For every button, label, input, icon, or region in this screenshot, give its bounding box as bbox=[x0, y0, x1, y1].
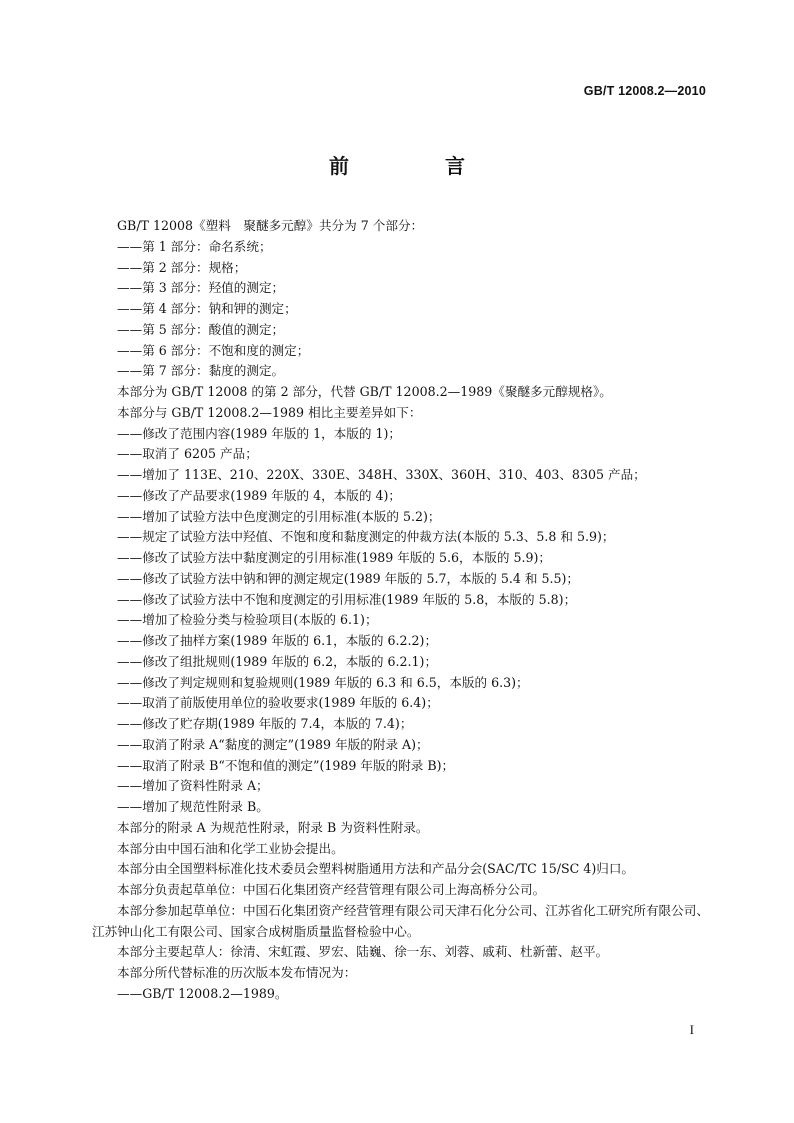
paragraph: ——第 2 部分：规格； bbox=[117, 259, 247, 275]
paragraph: ——修改了抽样方案(1989 年版的 6.1，本版的 6.2.2)； bbox=[117, 633, 438, 648]
paragraph: 本部分由中国石油和化学工业协会提出。 bbox=[117, 840, 344, 856]
paragraph: ——修改了试验方法中黏度测定的引用标准(1989 年版的 5.6，本版的 5.9)； bbox=[117, 550, 551, 565]
document-body bbox=[92, 216, 710, 1005]
standard-code: GB/T 12008.2—2010 bbox=[583, 84, 706, 98]
paragraph: ——增加了资料性附录 A； bbox=[117, 778, 269, 794]
paragraph: ——取消了前版使用单位的验收要求(1989 年版的 6.4)； bbox=[117, 695, 439, 711]
paragraph: 本部分的附录 A 为规范性附录，附录 B 为资料性附录。 bbox=[117, 819, 429, 835]
paragraph: ——增加了试验方法中色度测定的引用标准(本版的 5.2)； bbox=[117, 508, 441, 524]
paragraph: 本部分为 GB/T 12008 的第 2 部分，代替 GB/T 12008.2—1989《聚醚多元醇规格》。 bbox=[117, 384, 612, 399]
paragraph: ——取消了附录 A“黏度的测定”(1989 年版的附录 A)； bbox=[117, 736, 429, 752]
paragraph: ——修改了产品要求(1989 年版的 4，本版的 4)； bbox=[117, 487, 402, 503]
paragraph: ——修改了贮存期(1989 年版的 7.4，本版的 7.4)； bbox=[117, 716, 413, 731]
paragraph: ——第 3 部分：羟值的测定； bbox=[117, 280, 285, 296]
paragraph: 本部分负责起草单位：中国石化集团资产经营管理有限公司上海高桥分公司。 bbox=[117, 882, 546, 897]
paragraph: 本部分参加起草单位：中国石化集团资产经营管理有限公司天津石化分公司、江苏省化工研究所有限公司、江苏钟山化工有限公司、国家合成树脂质量监督检验中心。 bbox=[92, 902, 709, 939]
paragraph: GB/T 12008《塑料 聚醚多元醇》共分为 7 个部分： bbox=[117, 218, 424, 233]
paragraph: ——第 6 部分：不饱和度的测定； bbox=[117, 342, 310, 358]
paragraph: ——第 1 部分：命名系统； bbox=[117, 238, 272, 254]
paragraph: ——第 7 部分：黏度的测定。 bbox=[117, 363, 285, 379]
paragraph: ——修改了试验方法中钠和钾的测定规定(1989 年版的 5.7，本版的 5.4 和 5.5)； bbox=[117, 570, 580, 586]
paragraph: 本部分所代替标准的历次版本发布情况为： bbox=[117, 965, 357, 980]
page-title: 前 言 bbox=[329, 154, 503, 178]
paragraph: ——修改了判定规则和复验规则(1989 年版的 6.3 和 6.5，本版的 6.3)； bbox=[117, 674, 529, 690]
paragraph: ——增加了 113E、210、220X、330E、348H、330X、360H、310、403、8305 产品； bbox=[117, 467, 646, 482]
paragraph: ——修改了范围内容(1989 年版的 1，本版的 1)； bbox=[117, 425, 402, 441]
page-number: I bbox=[689, 1022, 694, 1037]
paragraph: ——取消了 6205 产品； bbox=[117, 446, 258, 462]
paragraph: 本部分由全国塑料标准化技术委员会塑料树脂通用方法和产品分会(SAC/TC 15/SC 4)归口。 bbox=[117, 861, 635, 877]
paragraph: ——取消了附录 B“不饱和值的测定”(1989 年版的附录 B)； bbox=[117, 757, 455, 773]
paragraph: ——增加了规范性附录 B。 bbox=[117, 799, 269, 814]
paragraph: ——增加了检验分类与检验项目(本版的 6.1)； bbox=[117, 612, 378, 628]
paragraph: ——第 5 部分：酸值的测定； bbox=[117, 321, 285, 337]
paragraph: ——GB/T 12008.2—1989。 bbox=[117, 985, 288, 1001]
paragraph: ——第 4 部分：钠和钾的测定； bbox=[117, 301, 297, 316]
paragraph: ——修改了组批规则(1989 年版的 6.2，本版的 6.2.1)； bbox=[117, 653, 438, 669]
paragraph: 本部分与 GB/T 12008.2—1989 相比主要差异如下： bbox=[117, 404, 422, 420]
paragraph: ——修改了试验方法中不饱和度测定的引用标准(1989 年版的 5.8，本版的 5.8)； bbox=[117, 591, 577, 607]
paragraph: 本部分主要起草人：徐清、宋虹霞、罗宏、陆巍、徐一东、刘蓉、戚莉、杜新蕾、赵平。 bbox=[117, 944, 609, 960]
paragraph: ——规定了试验方法中羟值、不饱和度和黏度测定的仲裁方法(本版的 5.3、5.8 和 5.9)； bbox=[117, 529, 615, 545]
